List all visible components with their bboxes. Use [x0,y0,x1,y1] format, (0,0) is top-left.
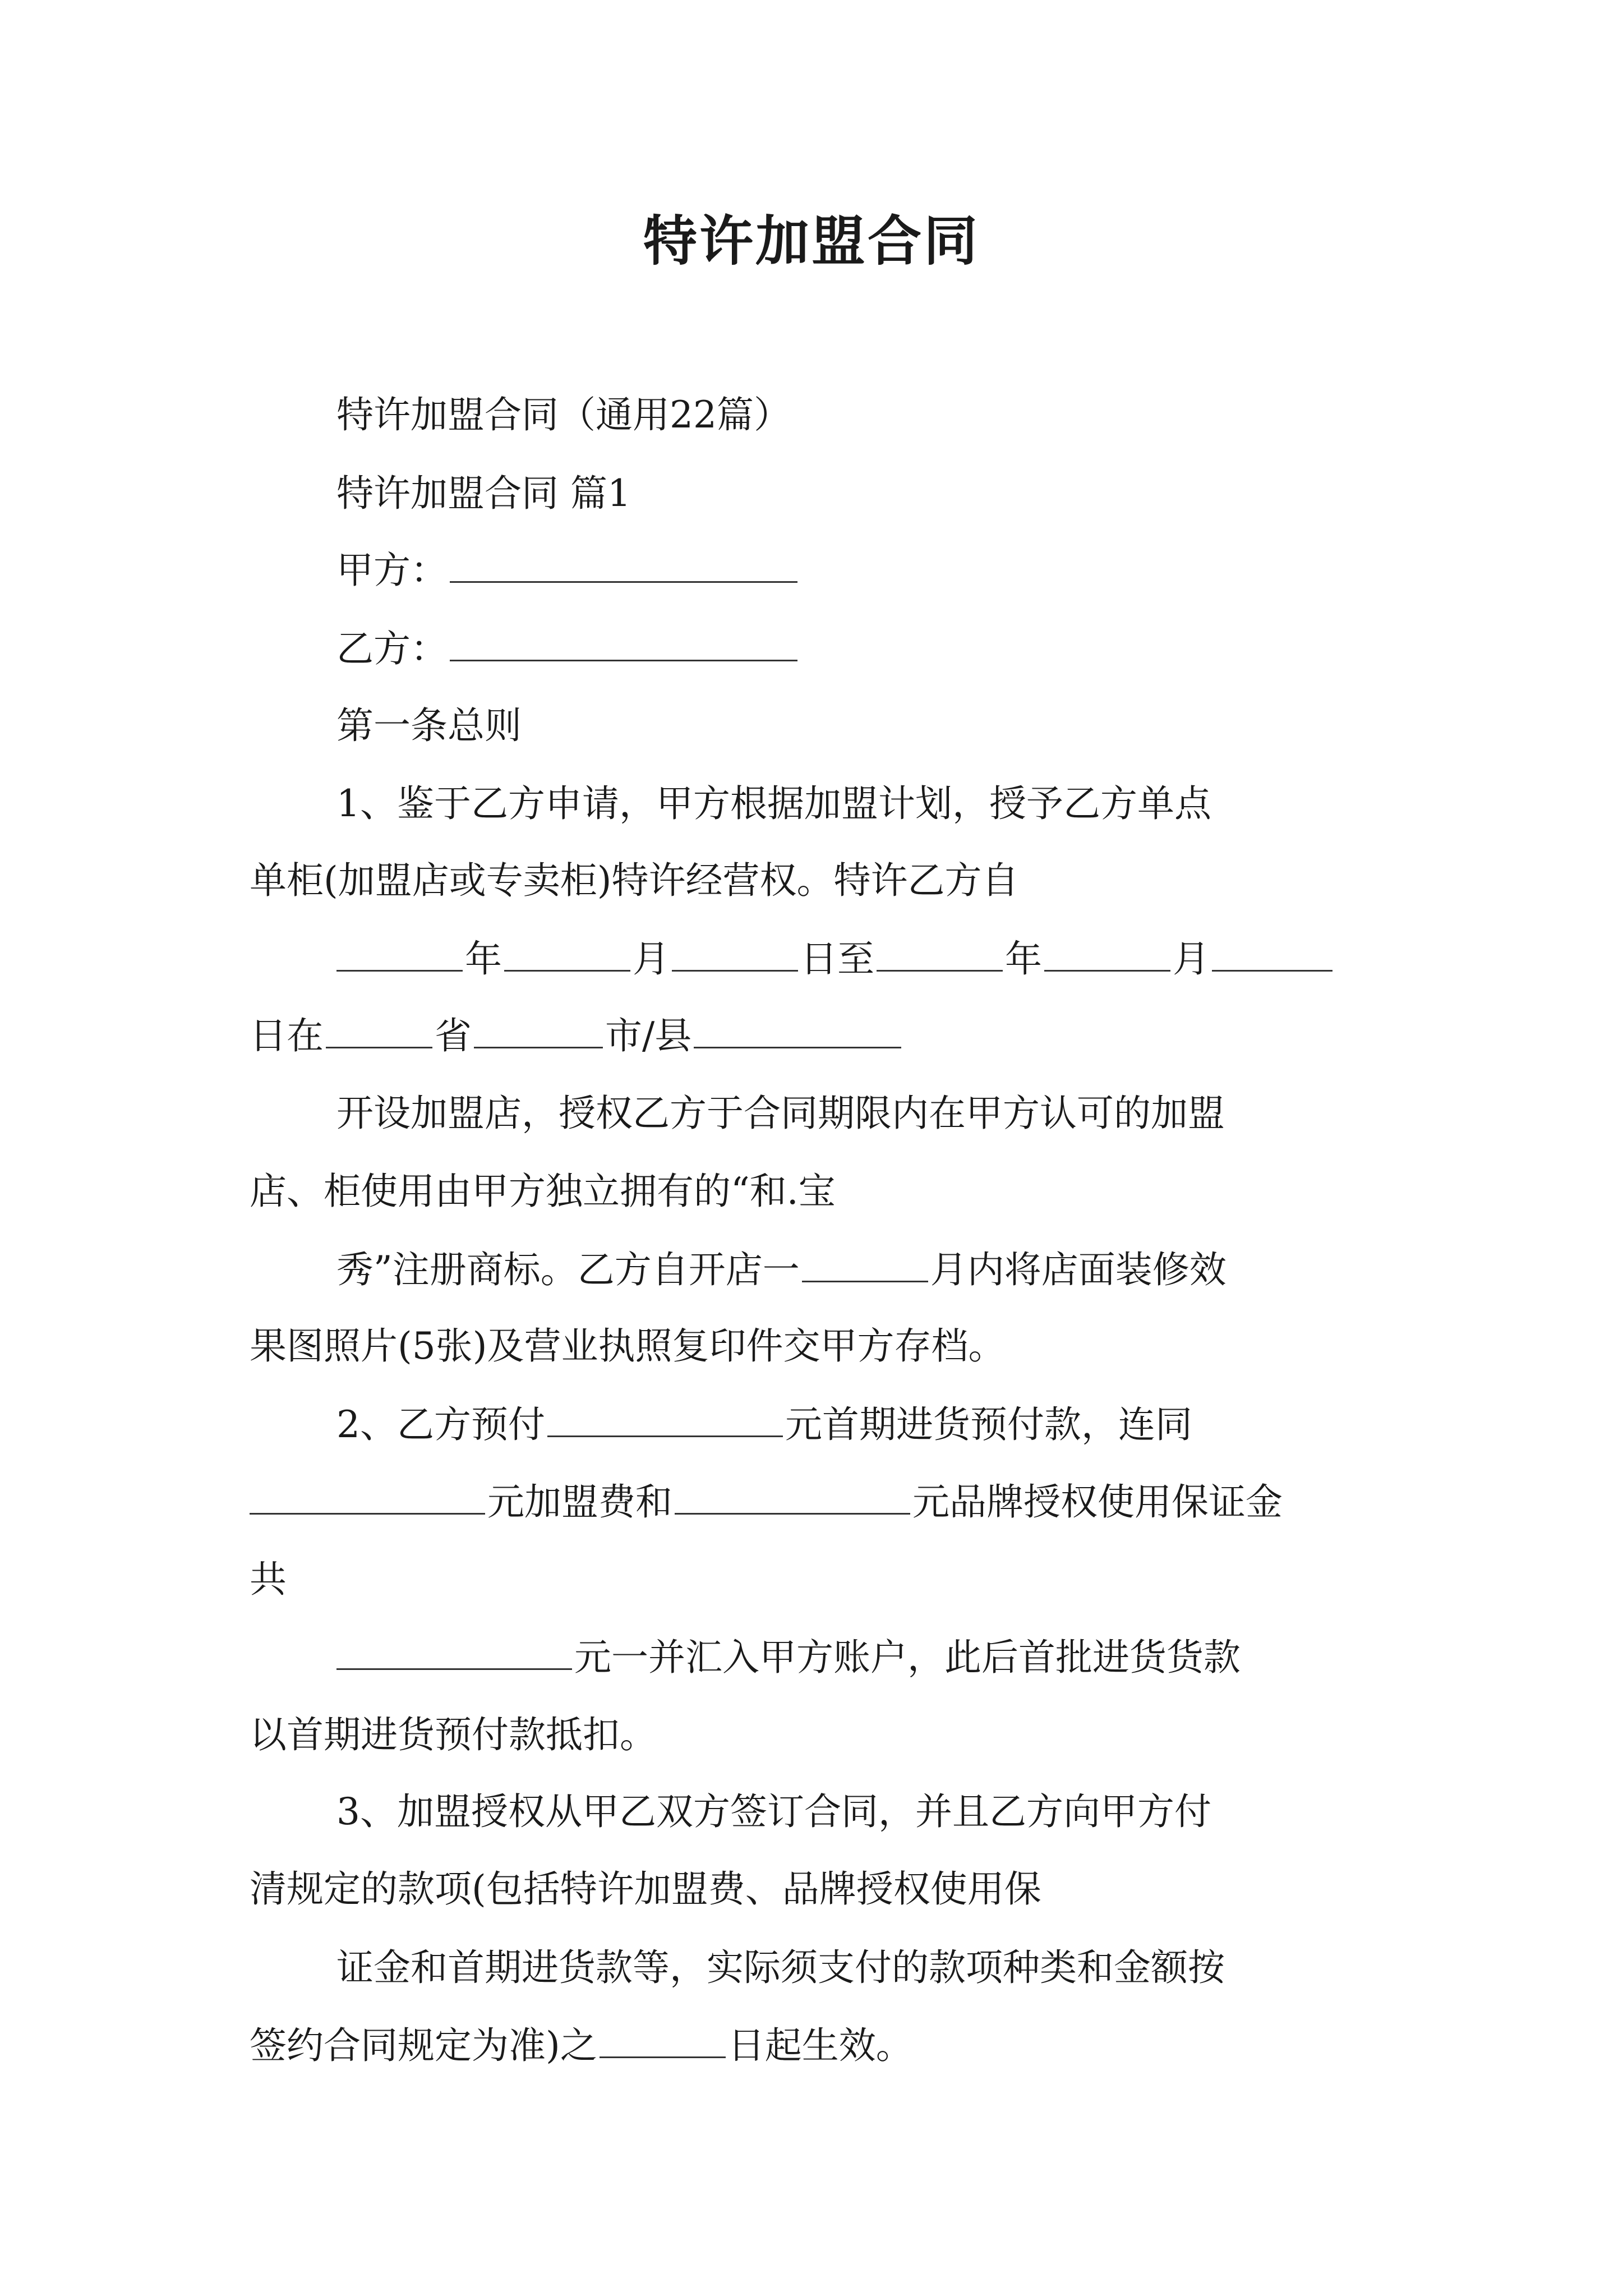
text-span: 元一并汇入甲方账户，此后首批进货货款 [574,1636,1241,1679]
party-b-blank [450,626,797,661]
paragraph-line: 以首期进货预付款抵扣。 [250,1713,657,1756]
document-title: 特许加盟合同 [643,209,980,273]
blank [336,1635,572,1670]
party-b-label: 乙方： [336,627,448,670]
blank [326,1013,432,1048]
article-heading: 第一条总则 [336,704,522,747]
blank [600,2023,726,2058]
blank [1044,936,1170,972]
city-county-label: 市/县 [605,1014,692,1057]
date-day-label: 日至 [800,937,874,981]
paragraph-line: 单柜(加盟店或专卖柜)特许经营权。特许乙方自 [250,859,1019,902]
date-month-label: 月 [633,937,670,981]
province-label: 省 [435,1014,472,1057]
blank [474,1013,603,1048]
blank [250,1479,485,1515]
date-row [336,931,1382,987]
paragraph-line: 店、柜使用由甲方独立拥有的“和.宝 [250,1170,836,1213]
paragraph-line: 1、鉴于乙方申请，甲方根据加盟计划，授予乙方单点 [336,782,1211,825]
paragraph-line: 证金和首期进货款等，实际须支付的款项种类和金额按 [336,1946,1225,1989]
party-a-label: 甲方： [336,549,448,592]
blank [336,936,463,972]
party-b-row [336,621,1382,677]
text-span: 秀”注册商标。乙方自开店一 [336,1248,800,1291]
text-span: 签约合同规定为准)之 [250,2024,597,2067]
blank [547,1402,783,1437]
blank [672,936,798,972]
text-span: 日起生效。 [727,2024,913,2067]
party-a-row [336,542,1382,599]
text-span: 元首期进货预付款，连同 [785,1403,1192,1446]
blank [1212,936,1332,972]
paragraph-line: 共 [250,1558,287,1601]
chapter-heading: 特许加盟合同 篇1 [336,472,631,515]
paragraph-line [336,1397,1382,1453]
date-year-label: 年 [1005,937,1042,981]
paragraph-line: 清规定的款项(包括特许加盟费、品牌授权使用保 [250,1867,1041,1911]
date-year-label: 年 [465,937,502,981]
party-a-blank [450,547,797,583]
location-day-label: 日在 [250,1014,324,1057]
paragraph-line: 3、加盟授权从甲乙双方签订合同，并且乙方向甲方付 [336,1790,1211,1833]
text-span: 2、乙方预付 [336,1403,545,1446]
paragraph-line [336,1242,1382,1298]
blank [694,1013,901,1048]
blank [877,936,1003,972]
date-month-label: 月 [1173,937,1210,981]
paragraph-line [250,2018,1382,2074]
paragraph-line: 开设加盟店，授权乙方于合同期限内在甲方认可的加盟 [336,1092,1225,1135]
text-span: 月内将店面装修效 [930,1248,1227,1291]
blank [675,1479,910,1515]
location-row [250,1008,1382,1064]
text-span: 元品牌授权使用保证金 [912,1480,1283,1524]
blank [802,1247,928,1282]
text-span: 元加盟费和 [487,1480,672,1524]
paragraph-line [250,1474,1382,1530]
paragraph-line [336,1630,1382,1686]
paragraph-line: 果图照片(5张)及营业执照复印件交甲方存档。 [250,1324,1006,1368]
blank [504,936,630,972]
subtitle: 特许加盟合同（通用22篇） [336,393,791,436]
